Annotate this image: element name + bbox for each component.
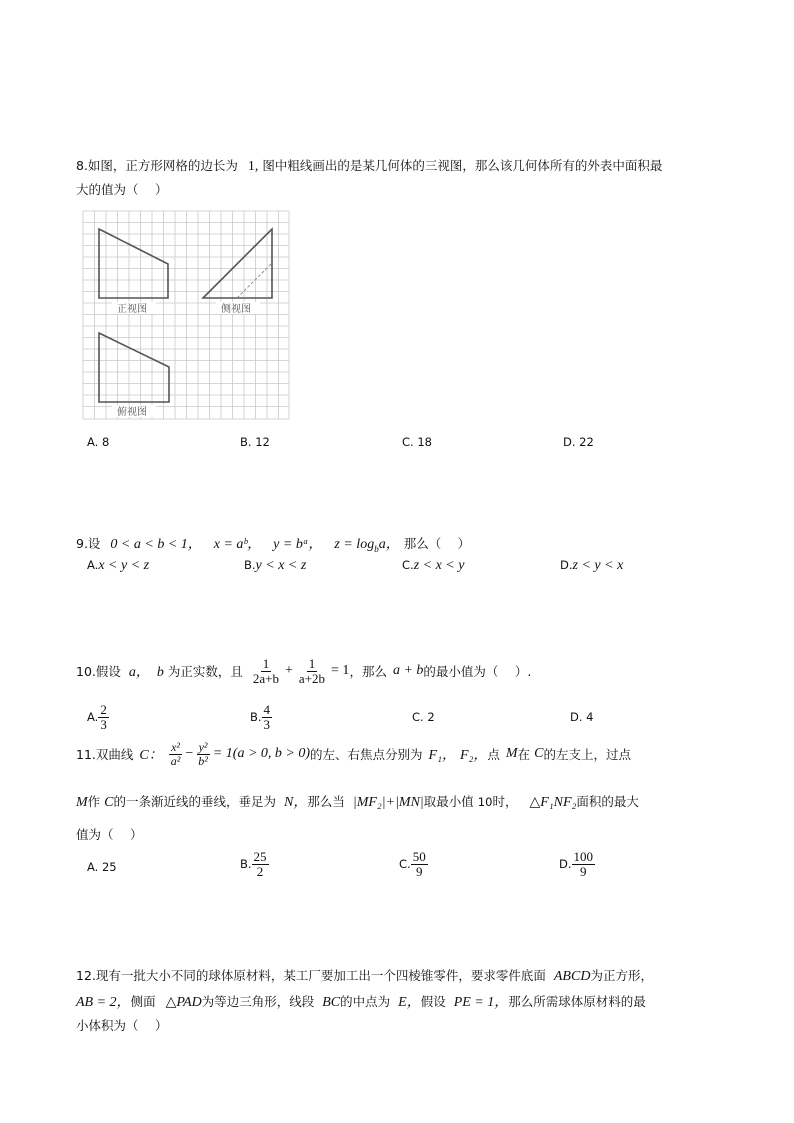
q11-line1: 11.双曲线 C： $\frac{\text{x²}}{\text{a²}}$ − $\frac{\text{y²}}{\text{b²}}$ = 1(a > 0, b > 0) 的左、右焦点分别为 F₁， F₂， 点 M 在 C 的左支上，过点 [76,740,631,768]
q8-option-b[interactable]: B. 12 [240,435,270,449]
q10-text3: 的最小值为（ ）. [423,664,532,680]
q9-option-b[interactable]: B.y < x < z [244,558,307,573]
q12-line1: 12.现有一批大小不同的球体原材料，某工厂要加工出一个四棱锥零件，要求零件底面 ABCD为正方形， [76,968,653,984]
three-view-grid [82,210,290,420]
q10-fraction-1: $\frac{1}{2a+b}$ [252,656,280,686]
q10-text1: 为正实数，且 [167,664,243,680]
q10-option-a[interactable]: A. $\frac{2}{3}$ [87,702,107,732]
q8-num: 1, [247,159,259,174]
q10-option-c[interactable]: C. 2 [412,710,435,724]
q11-option-c[interactable]: C. $\frac{50}{9}$ [399,849,426,879]
q9-y: y = bᵃ， [273,537,323,552]
q9-condition: 0 < a < b < 1， [110,537,202,552]
q10-text2: ，那么 [349,664,387,680]
q11-line2: M作 C的一条渐近线的垂线，垂足为 N，那么当 |MF₂|+|MN|取最小值 10时， △F₁NF₂面积的最大 [76,794,639,810]
q11-option-a[interactable]: A. 25 [87,860,117,874]
q8-text-b: 图中粗线画出的是某几何体的三视图，那么该几何体所有的外表中面积最 [262,158,663,173]
q10-option-b[interactable]: B. $\frac{4}{3}$ [250,702,271,732]
top-view-shape [99,333,169,402]
q8-line2: 大的值为（ ） [76,182,168,197]
q11-option-d[interactable]: D. $\frac{100}{9}$ [559,849,594,879]
q10-expr: a + b [392,663,424,679]
q8-text-a: 8.如图，正方形网格的边长为 [76,158,238,173]
front-view-shape [99,229,168,298]
q9-z: $z = \log_ba$， [334,537,400,554]
side-view-label: 侧视图 [221,304,251,315]
q11-option-b[interactable]: B. $\frac{25}{2}$ [240,849,267,879]
q10-plus: + [285,663,293,679]
q8-option-a[interactable]: A. 8 [87,435,110,449]
q10-vars: a， b [128,665,164,681]
top-view-label: 俯视图 [117,407,147,418]
q10-eq: = 1 [331,663,350,679]
q10-option-d[interactable]: D. 4 [570,710,594,724]
q9-option-d[interactable]: D.z < y < x [560,558,624,573]
q9-option-c[interactable]: C.z < x < y [402,558,465,573]
q9-suffix: 那么（ ） [403,536,471,551]
q11-line3: 值为（ ） [76,827,143,842]
q8-line1 [76,156,662,175]
front-view-label: 正视图 [117,304,147,315]
q10-fraction-2: $\frac{1}{a+2b}$ [298,656,326,686]
q12-line2: AB = 2，侧面 △PAD为等边三角形，线段 BC的中点为 E，假设 PE = 1，那么所需球体原材料的最 [76,994,646,1010]
q11-fraction-x: $\frac{\text{x²}}{\text{a²}}$ [170,740,181,768]
q10-prefix: 10.假设 [76,664,121,680]
q8-option-c[interactable]: C. 18 [402,435,432,449]
three-view-figure [82,210,290,420]
side-view-shape [203,229,272,298]
q9-option-a[interactable]: A.x < y < z [87,558,150,573]
q11-fraction-y: $\frac{\text{y²}}{\text{b²}}$ [198,740,208,768]
q9-stem [76,533,470,554]
q9-prefix: 9.设 [76,536,101,551]
q12-line3: 小体积为（ ） [76,1018,168,1033]
q8-option-d[interactable]: D. 22 [563,435,594,449]
q10-stem [76,657,531,685]
q9-x: x = aᵇ， [213,537,262,552]
